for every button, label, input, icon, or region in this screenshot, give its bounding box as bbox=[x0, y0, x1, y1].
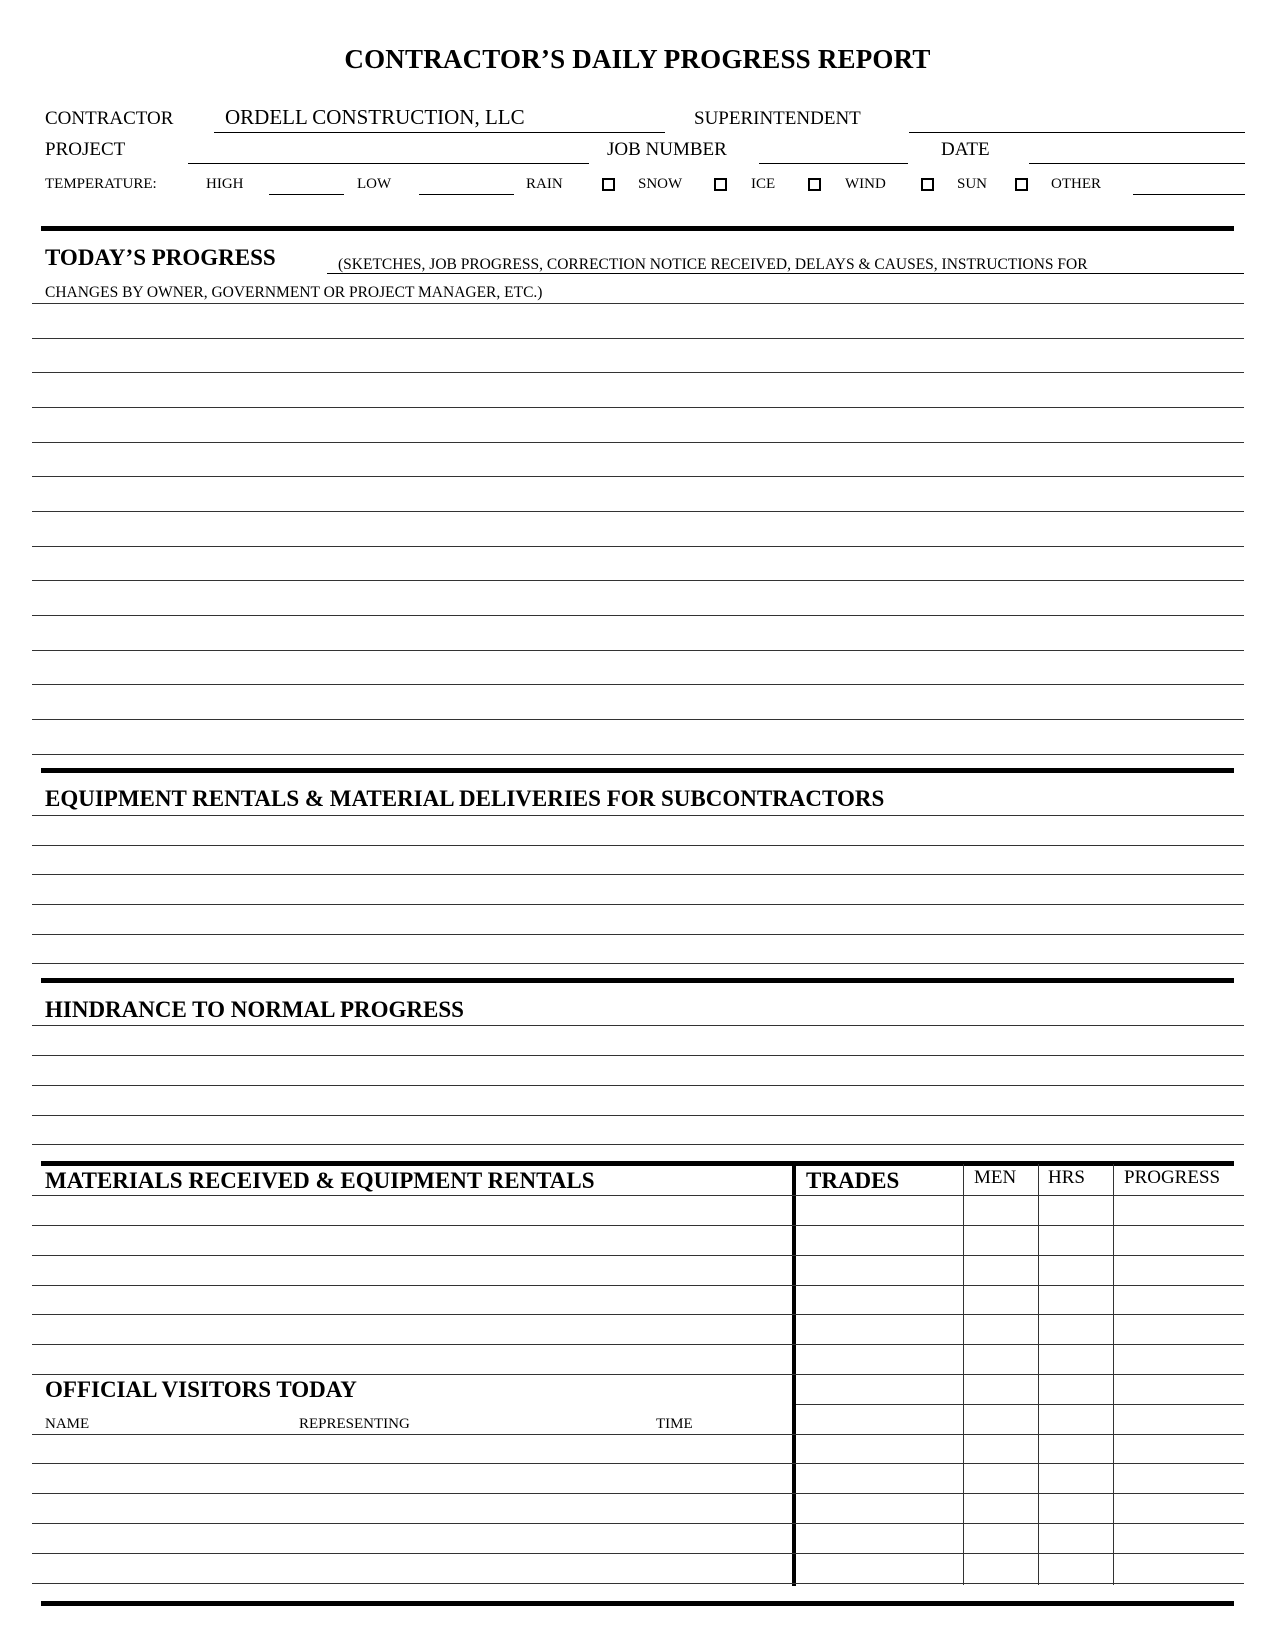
project-label: PROJECT bbox=[45, 139, 126, 160]
todays-progress-note-line2: CHANGES BY OWNER, GOVERNMENT OR PROJECT MANAGER, ETC.) bbox=[45, 284, 543, 301]
wind-checkbox[interactable] bbox=[921, 178, 934, 191]
sun-label: SUN bbox=[957, 176, 988, 192]
progress-writing-line[interactable] bbox=[32, 407, 1244, 408]
ice-label: ICE bbox=[751, 176, 776, 192]
progress-column-header: PROGRESS bbox=[1124, 1167, 1221, 1188]
progress-writing-line[interactable] bbox=[32, 546, 1244, 547]
date-label: DATE bbox=[941, 139, 990, 160]
table-row-line[interactable] bbox=[32, 1374, 1244, 1375]
equipment-deliveries-title: EQUIPMENT RENTALS & MATERIAL DELIVERIES FOR SUBCONTRACTORS bbox=[45, 786, 885, 811]
low-label: LOW bbox=[357, 176, 392, 192]
hrs-column-header: HRS bbox=[1048, 1167, 1085, 1188]
progress-writing-line[interactable] bbox=[32, 338, 1244, 339]
progress-writing-line[interactable] bbox=[32, 511, 1244, 512]
official-visitors-title: OFFICIAL VISITORS TODAY bbox=[45, 1377, 357, 1402]
section-divider bbox=[41, 768, 1234, 773]
ice-checkbox[interactable] bbox=[808, 178, 821, 191]
progress-writing-line[interactable] bbox=[32, 442, 1244, 443]
section-divider bbox=[41, 978, 1234, 983]
date-field-line[interactable] bbox=[1029, 163, 1245, 164]
low-temp-field-line[interactable] bbox=[419, 194, 514, 195]
project-field-line[interactable] bbox=[188, 163, 589, 164]
table-row-line[interactable] bbox=[32, 1523, 1244, 1524]
job-number-field-line[interactable] bbox=[759, 163, 908, 164]
visitors-header-line bbox=[32, 1434, 792, 1435]
progress-writing-line[interactable] bbox=[32, 615, 1244, 616]
table-row-line[interactable] bbox=[32, 1195, 1244, 1196]
other-weather-field-line[interactable] bbox=[1133, 194, 1245, 195]
table-row-line[interactable] bbox=[32, 1553, 1244, 1554]
sun-checkbox[interactable] bbox=[1015, 178, 1028, 191]
hindrance-writing-line[interactable] bbox=[32, 1055, 1244, 1056]
todays-progress-note-line1: (SKETCHES, JOB PROGRESS, CORRECTION NOTICE RECEIVED, DELAYS & CAUSES, INSTRUCTIONS FOR bbox=[338, 256, 1088, 273]
contractor-value: ORDELL CONSTRUCTION, LLC bbox=[225, 105, 525, 129]
equipment-writing-line[interactable] bbox=[32, 874, 1244, 875]
trades-title: TRADES bbox=[806, 1168, 900, 1193]
hindrance-writing-line[interactable] bbox=[32, 1115, 1244, 1116]
table-row-line[interactable] bbox=[32, 1463, 1244, 1464]
table-row-line[interactable] bbox=[32, 1285, 1244, 1286]
trades-row-line[interactable] bbox=[796, 1404, 1244, 1405]
equipment-writing-line[interactable] bbox=[32, 815, 1244, 816]
materials-received-title: MATERIALS RECEIVED & EQUIPMENT RENTALS bbox=[45, 1168, 595, 1193]
men-column-header: MEN bbox=[974, 1167, 1017, 1188]
page-bottom-rule bbox=[41, 1601, 1234, 1606]
superintendent-label: SUPERINTENDENT bbox=[694, 108, 861, 129]
table-row-line[interactable] bbox=[32, 1493, 1244, 1494]
progress-writing-line[interactable] bbox=[32, 684, 1244, 685]
wind-label: WIND bbox=[845, 176, 886, 192]
table-row-line[interactable] bbox=[32, 1583, 1244, 1584]
hindrance-writing-line[interactable] bbox=[32, 1144, 1244, 1145]
hindrance-writing-line[interactable] bbox=[32, 1025, 1244, 1026]
report-title: CONTRACTOR’S DAILY PROGRESS REPORT bbox=[344, 44, 931, 74]
equipment-writing-line[interactable] bbox=[32, 934, 1244, 935]
progress-writing-line[interactable] bbox=[32, 303, 1244, 304]
visitor-time-column-header: TIME bbox=[656, 1416, 693, 1432]
temperature-label: TEMPERATURE: bbox=[45, 176, 157, 192]
snow-checkbox[interactable] bbox=[714, 178, 727, 191]
visitor-name-column-header: NAME bbox=[45, 1416, 90, 1432]
section-divider bbox=[41, 1161, 1234, 1166]
progress-writing-line[interactable] bbox=[32, 580, 1244, 581]
hindrance-writing-line[interactable] bbox=[32, 1085, 1244, 1086]
rain-label: RAIN bbox=[526, 176, 563, 192]
equipment-writing-line[interactable] bbox=[32, 904, 1244, 905]
equipment-writing-line[interactable] bbox=[32, 845, 1244, 846]
progress-writing-line[interactable] bbox=[32, 372, 1244, 373]
progress-writing-line[interactable] bbox=[32, 754, 1244, 755]
other-label: OTHER bbox=[1051, 176, 1101, 192]
table-row-line[interactable] bbox=[32, 1225, 1244, 1226]
rain-checkbox[interactable] bbox=[602, 178, 615, 191]
table-row-line[interactable] bbox=[32, 1314, 1244, 1315]
contractor-field-line[interactable] bbox=[214, 132, 665, 133]
high-label: HIGH bbox=[206, 176, 244, 192]
progress-writing-line[interactable] bbox=[32, 650, 1244, 651]
contractor-label: CONTRACTOR bbox=[45, 108, 174, 129]
section-divider bbox=[41, 226, 1234, 231]
job-number-label: JOB NUMBER bbox=[607, 139, 727, 160]
progress-writing-line[interactable] bbox=[32, 476, 1244, 477]
progress-writing-line[interactable] bbox=[32, 719, 1244, 720]
table-row-line[interactable] bbox=[32, 1344, 1244, 1345]
high-temp-field-line[interactable] bbox=[269, 194, 344, 195]
visitor-representing-column-header: REPRESENTING bbox=[299, 1416, 410, 1432]
hindrance-title: HINDRANCE TO NORMAL PROGRESS bbox=[45, 997, 464, 1022]
table-row-line[interactable] bbox=[32, 1255, 1244, 1256]
superintendent-field-line[interactable] bbox=[909, 132, 1245, 133]
progress-note-underline bbox=[327, 273, 1244, 274]
equipment-writing-line[interactable] bbox=[32, 963, 1244, 964]
todays-progress-title: TODAY’S PROGRESS bbox=[45, 245, 276, 270]
snow-label: SNOW bbox=[638, 176, 683, 192]
